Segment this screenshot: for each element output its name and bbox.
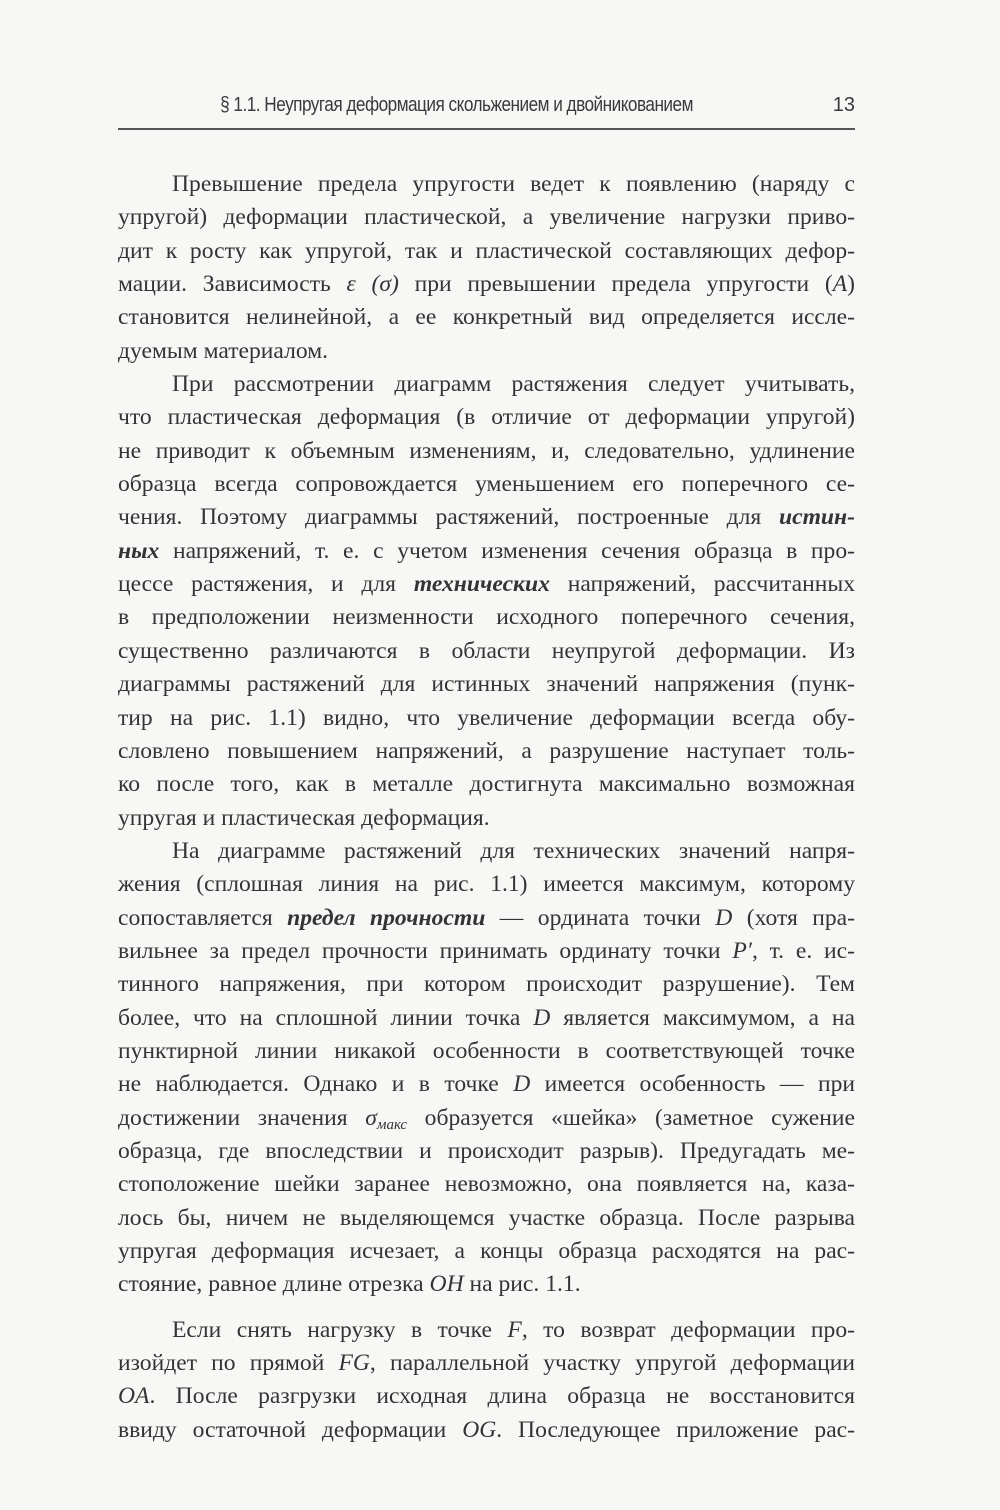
running-title: § 1.1. Неупругая деформация скольжением и двойникованием <box>220 94 693 116</box>
paragraph <box>118 368 855 835</box>
text-run: Если снять нагрузку в точке <box>172 1316 508 1343</box>
math-symbol: P′ <box>732 937 752 964</box>
text-line <box>118 802 855 835</box>
text-line <box>118 535 855 568</box>
text-run: упругой) деформации пластической, а увеличение нагрузки приво- <box>118 204 855 231</box>
text-line <box>118 1035 855 1068</box>
text-line <box>118 968 855 1001</box>
text-line <box>118 1002 855 1035</box>
text-run: упругая деформация исчезает, а концы образца расходятся на рас- <box>118 1238 855 1264</box>
math-symbol: D <box>533 1004 551 1031</box>
math-symbol: D <box>715 904 733 931</box>
text-run: тир на рис. 1.1) видно, что увеличение деформации всегда обу- <box>118 704 855 731</box>
text-run: более, что на сплошной линии точка <box>118 1004 534 1031</box>
text-run: при превышении предела упругости ( <box>398 271 833 298</box>
text-run: тинного напряжения, при котором происходит разрушение). Тем <box>118 971 855 998</box>
text-run: сопоставляется <box>118 904 288 931</box>
text-run: мации. Зависимость <box>118 271 347 298</box>
text-line <box>118 335 855 368</box>
text-run: — ордината точки <box>485 904 716 931</box>
text-run: Превышение предела упругости ведет к появлению (наряду с <box>172 171 855 197</box>
text-line <box>118 201 855 234</box>
text-run: напряжений, т. е. с учетом изменения сечения образца в про- <box>159 537 855 564</box>
text-run: является максимумом, а на <box>550 1004 855 1031</box>
math-symbol: макс <box>376 1116 408 1133</box>
text-line <box>118 1168 855 1201</box>
math-symbol: σ <box>365 1104 377 1131</box>
text-run: лось бы, ничем не выделяющемся участке образца. После разрыва <box>118 1204 855 1231</box>
text-line <box>118 1202 855 1235</box>
math-symbol: FG <box>338 1350 370 1377</box>
text-run: дуемым материалом. <box>118 337 329 364</box>
text-line <box>118 1135 855 1168</box>
math-symbol: ε (σ) <box>346 271 399 298</box>
math-symbol: OH <box>429 1271 464 1298</box>
text-line <box>118 601 855 634</box>
emphasis-term: истин- <box>778 504 855 531</box>
text-run: существенно различаются в области неупругой деформации. Из <box>118 637 855 664</box>
text-run: цессе растяжения, и для <box>118 571 414 598</box>
text-line <box>118 1414 855 1447</box>
running-header <box>118 92 855 130</box>
text-run: не приводит к объемным изменениям, и, следовательно, удлинение <box>118 437 855 464</box>
page-body <box>118 168 855 1447</box>
text-line <box>118 1268 855 1301</box>
paragraph <box>118 835 855 1302</box>
text-run: вильнее за предел прочности принимать ординату точки <box>118 937 733 964</box>
text-line <box>118 735 855 768</box>
text-run: напряжений, рассчитанных <box>549 571 855 598</box>
text-run: ввиду остаточной деформации <box>118 1416 463 1443</box>
text-line <box>118 668 855 701</box>
text-line <box>118 568 855 601</box>
text-run: ко после того, как в металле достигнута максимально возможная <box>118 771 855 798</box>
text-run: ) <box>847 271 855 298</box>
text-line <box>118 301 855 334</box>
text-run: На диаграмме растяжений для технических значений напря- <box>172 837 855 864</box>
page-number: 13 <box>832 94 855 116</box>
text-run: что пластическая деформация (в отличие от деформации упругой) <box>118 404 855 431</box>
text-line <box>118 368 855 401</box>
text-run: диаграммы растяжений для истинных значений напряжения (пунк- <box>118 671 855 698</box>
text-run: достижении значения <box>118 1104 366 1131</box>
text-line <box>118 401 855 434</box>
text-line <box>118 1235 855 1268</box>
text-run: стояние, равное длине отрезка <box>118 1271 430 1298</box>
text-run: на рис. 1.1. <box>463 1271 581 1298</box>
paragraph <box>118 168 855 368</box>
text-run: При рассмотрении диаграмм растяжения следует учитывать, <box>172 371 855 398</box>
text-line <box>118 635 855 668</box>
math-symbol: D <box>513 1071 531 1098</box>
text-run: , параллельной участку упругой деформации <box>369 1350 855 1377</box>
text-run: становится нелинейной, а ее конкретный вид определяется иссле- <box>118 304 855 331</box>
text-line <box>118 868 855 901</box>
text-line <box>118 702 855 735</box>
text-line <box>118 902 855 935</box>
math-symbol: A <box>832 271 848 298</box>
text-run: упругая и пластическая деформация. <box>118 804 490 831</box>
text-run: чения. Поэтому диаграммы растяжений, построенные для <box>118 504 779 531</box>
text-line <box>118 1347 855 1380</box>
text-run: не наблюдается. Однако и в точке <box>118 1071 514 1098</box>
text-run: . Последующее приложение рас- <box>496 1416 855 1443</box>
text-line <box>118 468 855 501</box>
text-run: . После разгрузки исходная длина образца не восстановится <box>149 1383 855 1410</box>
text-line <box>118 935 855 968</box>
emphasis-term: ных <box>118 537 160 564</box>
text-run: пунктирной линии никакой особенности в соответствующей точке <box>118 1037 855 1064</box>
text-run: образуется «шейка» (заметное сужение <box>407 1104 855 1131</box>
text-run: изойдет по прямой <box>118 1350 339 1377</box>
text-line <box>118 1380 855 1413</box>
text-run: в предположении неизменности исходного поперечного сечения, <box>118 604 855 631</box>
text-run: , т. е. ис- <box>751 937 855 964</box>
text-line <box>118 1314 855 1347</box>
math-symbol: F <box>507 1316 522 1343</box>
text-line <box>118 1068 855 1101</box>
text-run: словлено повышением напряжений, а разрушение наступает толь- <box>118 737 855 764</box>
text-run: , то возврат деформации про- <box>521 1316 855 1343</box>
math-symbol: OA <box>118 1383 150 1410</box>
text-line <box>118 1102 855 1135</box>
text-line <box>118 435 855 468</box>
text-line <box>118 235 855 268</box>
paragraph <box>118 1314 855 1447</box>
text-run: стоположение шейки заранее невозможно, она появляется на, каза- <box>118 1171 855 1198</box>
math-symbol: OG <box>462 1416 497 1443</box>
text-run: имеется особенность — при <box>530 1071 855 1098</box>
emphasis-term: предел прочности <box>287 904 486 931</box>
text-line <box>118 268 855 301</box>
text-line <box>118 168 855 201</box>
text-run: жения (сплошная линия на рис. 1.1) имеется максимум, которому <box>118 871 855 898</box>
text-run: образца всегда сопровождается уменьшением его поперечного се- <box>118 471 855 498</box>
text-run: дит к росту как упругой, так и пластической составляющих дефор- <box>118 237 855 264</box>
emphasis-term: технических <box>413 571 550 598</box>
text-line <box>118 835 855 868</box>
text-line <box>118 768 855 801</box>
text-run: (хотя пра- <box>732 904 855 931</box>
text-run: образца, где впоследствии и происходит разрыв). Предугадать ме- <box>118 1137 855 1164</box>
text-line <box>118 501 855 534</box>
